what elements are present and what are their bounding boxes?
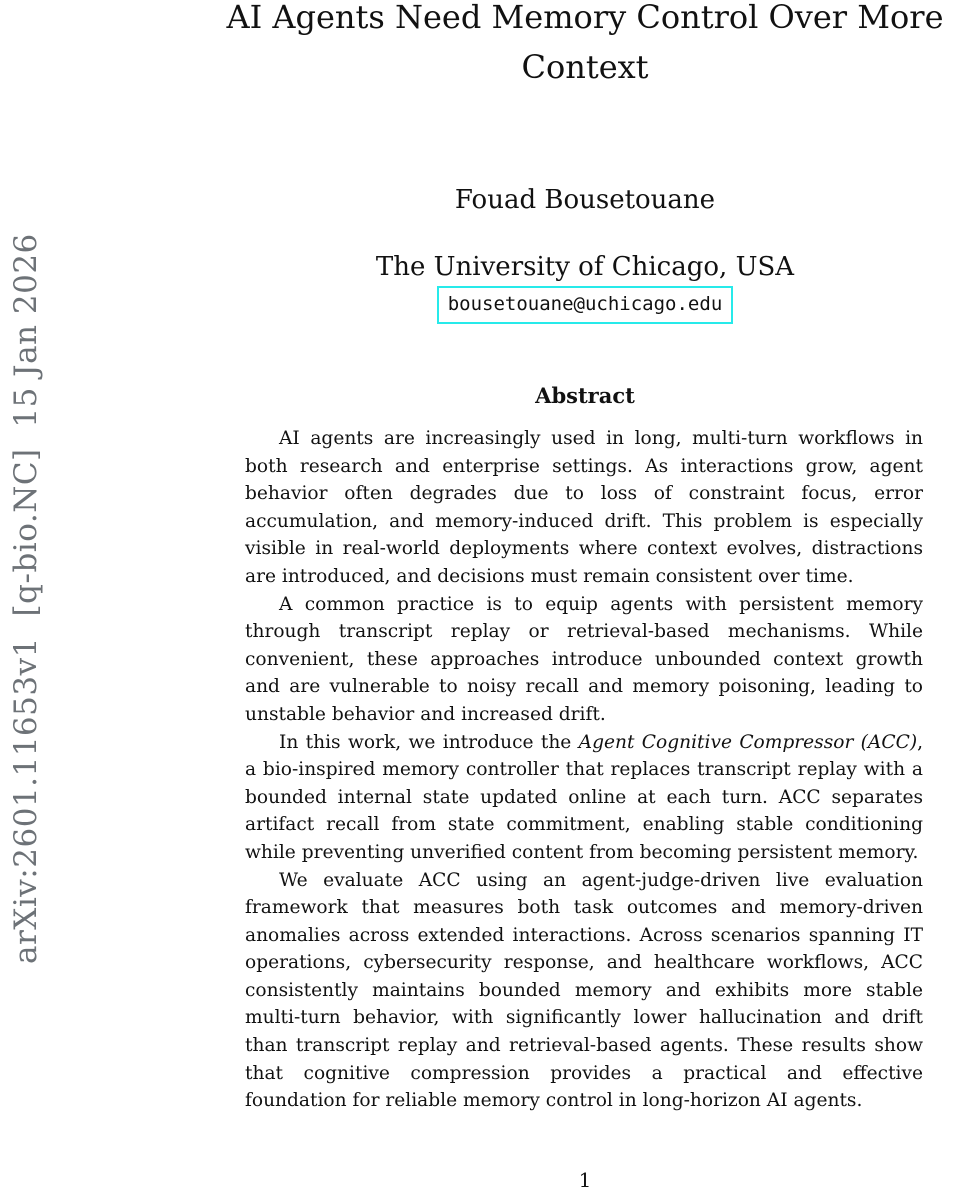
abstract-paragraph — [245, 729, 923, 867]
abstract-heading: Abstract — [535, 383, 635, 408]
author-affiliation: The University of Chicago, USA — [375, 252, 795, 282]
abstract-text: A common practice is to equip agents with persistent memory through transcript replay or retrieval-based mechanisms. While convenient, these approaches introduce unbounded context growth and are vulnerable to noisy recall and memory poisoning, leading to unstable behavior and increased drift. — [245, 593, 923, 725]
abstract-text: , a bio-inspired memory controller that replaces transcript replay with a bounded internal state updated online at each turn. ACC separates artifact recall from state commitment, enabling stable conditioning while preventing unverified content from becoming persistent memory. — [245, 731, 923, 863]
abstract-paragraph — [245, 591, 923, 729]
abstract-text: In this work, we introduce the — [279, 731, 579, 753]
page-number: 1 — [578, 1168, 592, 1192]
abstract-paragraph — [245, 425, 923, 591]
abstract-text-italic: Agent Cognitive Compressor (ACC) — [578, 731, 918, 753]
abstract-paragraph — [245, 867, 923, 1115]
paper-content — [203, 0, 965, 1200]
author-email-link[interactable]: bousetouane@uchicago.edu — [437, 286, 734, 324]
author-name: Fouad Bousetouane — [454, 185, 716, 215]
author-email-container — [203, 286, 965, 324]
abstract-body — [245, 425, 923, 1115]
abstract-text: AI agents are increasingly used in long, multi-turn workflows in both research and enterprise settings. As interactions grow, agent behavior often degrades due to loss of constraint focus, error accumulation, and memory-induced drift. This problem is especially visible in real-world deployments where context evolves, distractions are introduced, and decisions must remain consistent over time. — [245, 428, 923, 587]
arxiv-watermark: arXiv:2601.11653v1 [q-bio.NC] 15 Jan 2026 — [8, 233, 44, 964]
paper-title: AI Agents Need Memory Control Over More Context — [226, 0, 944, 86]
abstract-text: We evaluate ACC using an agent-judge-driven live evaluation framework that measures both task outcomes and memory-driven anomalies across extended interactions. Across scenarios spanning IT operations, cybersecurity response, and healthcare workflows, ACC consistently maintains bounded memory and exhibits more stable multi-turn behavior, with significantly lower hallucination and drift than transcript replay and retrieval-based agents. These results show that cognitive compression provides a practical and effective foundation for reliable memory control in long-horizon AI agents. — [245, 869, 923, 1112]
